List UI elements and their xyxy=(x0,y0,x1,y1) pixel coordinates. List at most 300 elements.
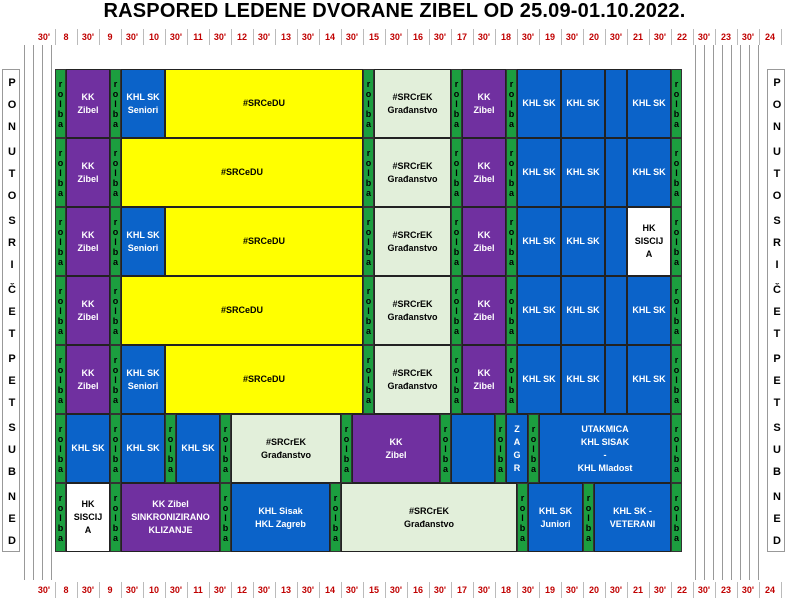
time-label: 17 xyxy=(456,32,467,42)
rolba-letter: b xyxy=(673,384,680,395)
rolba-letter: r xyxy=(113,216,118,227)
rolba-letter: a xyxy=(167,463,173,474)
rolba-letter: r xyxy=(58,78,63,89)
rolba-letter: l xyxy=(587,512,590,523)
rolba-letter: o xyxy=(673,433,680,444)
rolba-letter: l xyxy=(675,443,678,454)
srcedu-block: #SRCeDU xyxy=(165,345,363,414)
khl-sk-seniori-block: KHL SK Seniori xyxy=(121,69,165,138)
rolba-letter: l xyxy=(455,305,458,316)
srcrek-block: #SRCrEK Građanstvo xyxy=(231,414,341,483)
rolba-letter: a xyxy=(332,532,338,543)
time-label: 30' xyxy=(609,585,623,595)
rolba-letter: o xyxy=(112,433,119,444)
rolba-letter: r xyxy=(113,78,118,89)
rolba-letter: b xyxy=(112,384,119,395)
rolba-letter: a xyxy=(57,118,63,129)
rolba-cell xyxy=(55,138,66,207)
time-label: 21 xyxy=(632,585,643,595)
rolba-letter: b xyxy=(508,246,515,257)
rolba-letter: b xyxy=(222,522,229,533)
day-label-letter: E xyxy=(773,513,781,525)
rolba-cell xyxy=(671,345,682,414)
kk-zibel-block: KK Zibel xyxy=(462,276,506,345)
rolba-letter: b xyxy=(508,384,515,395)
kk-zibel-block: KK Zibel xyxy=(462,69,506,138)
day-label-letter: P xyxy=(773,77,781,89)
rolba-letter: a xyxy=(673,118,679,129)
time-label: 16 xyxy=(412,585,423,595)
rolba-letter: a xyxy=(365,325,371,336)
rolba-letter: b xyxy=(57,522,64,533)
rolba-cell xyxy=(363,69,374,138)
rolba-letter: b xyxy=(57,177,64,188)
rolba-letter: l xyxy=(367,236,370,247)
khl-sk-block: KHL SK xyxy=(627,138,671,207)
rolba-letter: l xyxy=(675,167,678,178)
rolba-letter: b xyxy=(673,108,680,119)
rolba-letter: a xyxy=(112,325,118,336)
grid-line xyxy=(731,45,732,580)
rolba-letter: o xyxy=(508,364,515,375)
rolba-letter: l xyxy=(59,374,62,385)
rolba-letter: r xyxy=(454,78,459,89)
time-label: 22 xyxy=(676,585,687,595)
srcrek-block: #SRCrEK Građanstvo xyxy=(374,138,451,207)
time-label: 20 xyxy=(588,32,599,42)
time-label: 30' xyxy=(37,32,51,42)
time-label: 30' xyxy=(169,32,183,42)
time-label: 21 xyxy=(632,32,643,42)
grid-line xyxy=(781,582,782,598)
rolba-letter: a xyxy=(343,463,349,474)
rolba-letter: b xyxy=(112,453,119,464)
time-label: 30' xyxy=(653,585,667,595)
time-label: 11 xyxy=(193,32,203,42)
srcrek-block: #SRCrEK Građanstvo xyxy=(374,207,451,276)
time-label: 30' xyxy=(521,585,535,595)
rolba-letter: b xyxy=(365,315,372,326)
rolba-letter: r xyxy=(113,423,118,434)
time-label: 30' xyxy=(697,585,711,595)
rolba-letter: o xyxy=(112,226,119,237)
rolba-letter: l xyxy=(444,443,447,454)
rolba-cell xyxy=(110,276,121,345)
rolba-letter: b xyxy=(673,453,680,464)
rolba-cell xyxy=(506,207,517,276)
rolba-letter: o xyxy=(112,88,119,99)
rolba-letter: r xyxy=(520,492,525,503)
rolba-letter: b xyxy=(365,177,372,188)
rolba-letter: l xyxy=(114,305,117,316)
srcedu-block: #SRCeDU xyxy=(121,276,363,345)
rolba-letter: r xyxy=(674,423,679,434)
srcrek-block: #SRCrEK Građanstvo xyxy=(374,345,451,414)
kk-zibel-block: KK Zibel xyxy=(66,345,110,414)
rolba-letter: a xyxy=(453,118,459,129)
day-label-letter: U xyxy=(8,444,16,456)
day-label-letter: N xyxy=(8,121,16,133)
rolba-letter: a xyxy=(365,187,371,198)
srcrek-block: #SRCrEK Građanstvo xyxy=(341,483,517,552)
time-label: 15 xyxy=(368,585,379,595)
time-label: 30' xyxy=(301,32,315,42)
rolba-letter: o xyxy=(57,295,64,306)
rolba-letter: l xyxy=(334,512,337,523)
rolba-letter: a xyxy=(673,394,679,405)
time-label: 9 xyxy=(107,32,113,42)
rolba-letter: l xyxy=(114,443,117,454)
rolba-cell xyxy=(363,345,374,414)
rolba-letter: l xyxy=(675,374,678,385)
time-label: 30' xyxy=(81,32,95,42)
time-label: 30' xyxy=(565,585,579,595)
rolba-letter: b xyxy=(442,453,449,464)
rolba-letter: l xyxy=(367,98,370,109)
rolba-letter: a xyxy=(57,256,63,267)
rolba-letter: b xyxy=(112,246,119,257)
rolba-letter: r xyxy=(366,285,371,296)
rolba-letter: o xyxy=(332,502,339,513)
khl-sisak-zagreb-block: KHL Sisak HKL Zagreb xyxy=(231,483,330,552)
rolba-letter: b xyxy=(453,246,460,257)
rolba-cell xyxy=(220,414,231,483)
rolba-letter: l xyxy=(59,305,62,316)
rolba-letter: o xyxy=(673,502,680,513)
rolba-letter: r xyxy=(333,492,338,503)
rolba-letter: l xyxy=(675,512,678,523)
rolba-letter: r xyxy=(498,423,503,434)
day-label-letter: O xyxy=(772,190,782,202)
time-label: 13 xyxy=(280,585,291,595)
rolba-cell xyxy=(55,69,66,138)
rolba-cell xyxy=(671,276,682,345)
rolba-letter: l xyxy=(114,98,117,109)
rolba-letter: r xyxy=(223,423,228,434)
khl-sk-block: KHL SK xyxy=(561,345,605,414)
rolba-letter: b xyxy=(343,453,350,464)
rolba-letter: a xyxy=(112,532,118,543)
time-label: 11 xyxy=(193,585,203,595)
rolba-letter: l xyxy=(59,512,62,523)
time-label: 30' xyxy=(345,585,359,595)
time-label: 14 xyxy=(324,32,335,42)
time-label: 15 xyxy=(368,32,379,42)
rolba-cell xyxy=(341,414,352,483)
rolba-letter: o xyxy=(365,364,372,375)
rolba-letter: o xyxy=(585,502,592,513)
rolba-letter: o xyxy=(365,295,372,306)
time-label: 30' xyxy=(389,32,403,42)
time-label: 30' xyxy=(257,32,271,42)
time-label: 30' xyxy=(477,32,491,42)
kk-zibel-block: KK Zibel xyxy=(66,207,110,276)
time-label: 19 xyxy=(544,585,555,595)
rolba-letter: a xyxy=(112,118,118,129)
rolba-letter: b xyxy=(167,453,174,464)
day-label-letter: N xyxy=(8,491,16,503)
time-label: 30' xyxy=(433,32,447,42)
rolba-letter: r xyxy=(586,492,591,503)
khl-sk-seniori-block: KHL SK Seniori xyxy=(121,207,165,276)
khl-sk-seniori-block: KHL SK Seniori xyxy=(121,345,165,414)
rolba-letter: l xyxy=(675,236,678,247)
khl-sk-juniori-block: KHL SK Juniori xyxy=(528,483,583,552)
rolba-cell xyxy=(55,483,66,552)
khl-sk-block xyxy=(605,138,627,207)
time-label: 13 xyxy=(280,32,291,42)
time-label: 24 xyxy=(764,32,775,42)
rolba-letter: b xyxy=(453,177,460,188)
rolba-cell xyxy=(528,414,539,483)
rolba-letter: a xyxy=(530,463,536,474)
time-label: 30' xyxy=(81,585,95,595)
time-label: 30' xyxy=(521,32,535,42)
time-label: 10 xyxy=(148,585,159,595)
rolba-letter: b xyxy=(453,315,460,326)
kk-zibel-sinkro-block: KK Zibel SINKRONIZIRANO KLIZANJE xyxy=(121,483,220,552)
rolba-letter: b xyxy=(112,177,119,188)
rolba-letter: l xyxy=(455,374,458,385)
rolba-letter: r xyxy=(509,147,514,158)
time-label: 30' xyxy=(565,32,579,42)
rolba-letter: r xyxy=(58,492,63,503)
srcedu-block: #SRCeDU xyxy=(121,138,363,207)
rolba-letter: o xyxy=(453,364,460,375)
kk-zibel-block: KK Zibel xyxy=(66,138,110,207)
rolba-cell xyxy=(55,207,66,276)
khl-sk-block xyxy=(451,414,495,483)
rolba-cell xyxy=(220,483,231,552)
day-label-letter: B xyxy=(8,466,16,478)
time-label: 8 xyxy=(63,32,69,42)
grid-line xyxy=(704,45,705,580)
rolba-letter: l xyxy=(224,512,227,523)
time-label: 30' xyxy=(609,32,623,42)
time-label: 14 xyxy=(324,585,335,595)
rolba-letter: r xyxy=(531,423,536,434)
khl-sk-block: KHL SK xyxy=(517,207,561,276)
rolba-letter: r xyxy=(366,216,371,227)
rolba-letter: o xyxy=(57,502,64,513)
khl-sk-block: KHL SK xyxy=(176,414,220,483)
rolba-letter: a xyxy=(673,325,679,336)
rolba-letter: r xyxy=(366,78,371,89)
rolba-letter: l xyxy=(675,98,678,109)
rolba-cell xyxy=(363,207,374,276)
khl-sk-block: KHL SK xyxy=(66,414,110,483)
rolba-letter: a xyxy=(519,532,525,543)
rolba-letter: o xyxy=(673,157,680,168)
rolba-letter: l xyxy=(499,443,502,454)
khl-sk-block: KHL SK xyxy=(517,138,561,207)
rolba-letter: b xyxy=(508,315,515,326)
rolba-letter: r xyxy=(454,147,459,158)
rolba-letter: l xyxy=(59,98,62,109)
rolba-letter: l xyxy=(532,443,535,454)
rolba-letter: a xyxy=(508,325,514,336)
rolba-letter: o xyxy=(112,502,119,513)
rolba-cell xyxy=(495,414,506,483)
rolba-cell xyxy=(671,414,682,483)
time-label: 30' xyxy=(389,585,403,595)
rolba-letter: r xyxy=(113,285,118,296)
time-label: 30' xyxy=(213,585,227,595)
day-label-letter: I xyxy=(10,259,14,271)
rolba-cell xyxy=(165,414,176,483)
rolba-letter: l xyxy=(510,167,513,178)
rolba-letter: r xyxy=(113,492,118,503)
khl-sk-block xyxy=(605,345,627,414)
time-label: 30' xyxy=(125,585,139,595)
rolba-letter: r xyxy=(454,216,459,227)
time-label: 23 xyxy=(720,32,731,42)
rolba-letter: a xyxy=(57,532,63,543)
khl-sk-block: KHL SK xyxy=(627,345,671,414)
rolba-letter: l xyxy=(114,512,117,523)
rolba-letter: l xyxy=(367,374,370,385)
rolba-letter: r xyxy=(674,78,679,89)
rolba-letter: b xyxy=(365,108,372,119)
day-label-letter: O xyxy=(7,190,17,202)
rolba-letter: l xyxy=(675,305,678,316)
rolba-letter: r xyxy=(344,423,349,434)
rolba-letter: r xyxy=(674,492,679,503)
rolba-letter: b xyxy=(112,315,119,326)
khl-sk-block: KHL SK xyxy=(561,276,605,345)
kk-zibel-block: KK Zibel xyxy=(462,138,506,207)
rolba-cell xyxy=(506,138,517,207)
rolba-letter: l xyxy=(455,98,458,109)
rolba-letter: a xyxy=(585,532,591,543)
rolba-letter: o xyxy=(222,502,229,513)
rolba-letter: r xyxy=(674,285,679,296)
day-label-letter: S xyxy=(8,215,16,227)
rolba-letter: a xyxy=(453,394,459,405)
day-label-letter: S xyxy=(8,422,16,434)
day-label-letter: T xyxy=(8,168,16,180)
time-label: 9 xyxy=(107,585,113,595)
rolba-letter: o xyxy=(112,157,119,168)
time-label: 30' xyxy=(653,32,667,42)
rolba-letter: a xyxy=(112,394,118,405)
day-label-letter: E xyxy=(8,513,16,525)
zagr-block: Z A G R xyxy=(506,414,528,483)
rolba-letter: l xyxy=(521,512,524,523)
kk-zibel-block: KK Zibel xyxy=(462,207,506,276)
grid-line xyxy=(713,45,714,580)
rolba-letter: a xyxy=(453,325,459,336)
day-label-letter: I xyxy=(775,259,779,271)
kk-zibel-block: KK Zibel xyxy=(66,69,110,138)
rolba-cell xyxy=(330,483,341,552)
day-label-letter: T xyxy=(8,397,16,409)
rolba-letter: r xyxy=(58,423,63,434)
rolba-letter: a xyxy=(365,118,371,129)
rolba-letter: o xyxy=(112,364,119,375)
rolba-letter: b xyxy=(57,384,64,395)
kk-zibel-block: KK Zibel xyxy=(462,345,506,414)
khl-sk-block: KHL SK xyxy=(121,414,165,483)
day-label-letter: D xyxy=(773,535,781,547)
rolba-letter: r xyxy=(509,354,514,365)
rolba-cell xyxy=(671,69,682,138)
rolba-letter: a xyxy=(222,463,228,474)
time-label: 17 xyxy=(456,585,467,595)
time-label: 10 xyxy=(148,32,159,42)
rolba-letter: o xyxy=(453,88,460,99)
day-label-letter: E xyxy=(773,306,781,318)
rolba-letter: b xyxy=(222,453,229,464)
time-label: 30' xyxy=(433,585,447,595)
rolba-cell xyxy=(110,414,121,483)
rolba-letter: o xyxy=(530,433,537,444)
rolba-letter: r xyxy=(509,78,514,89)
time-label: 30' xyxy=(345,32,359,42)
rolba-letter: a xyxy=(453,256,459,267)
rolba-letter: a xyxy=(508,256,514,267)
kk-zibel-block: KK Zibel xyxy=(66,276,110,345)
rolba-letter: o xyxy=(673,226,680,237)
khl-sk-block: KHL SK xyxy=(561,207,605,276)
khl-sk-block xyxy=(605,276,627,345)
rolba-letter: b xyxy=(453,108,460,119)
rolba-letter: b xyxy=(57,108,64,119)
time-label: 18 xyxy=(500,32,511,42)
rolba-letter: b xyxy=(508,177,515,188)
rolba-letter: b xyxy=(365,384,372,395)
grid-line xyxy=(51,45,52,580)
khl-sk-block: KHL SK xyxy=(517,345,561,414)
time-label: 30' xyxy=(741,585,755,595)
rolba-letter: l xyxy=(455,236,458,247)
day-label-letter: U xyxy=(8,146,16,158)
rolba-letter: o xyxy=(222,433,229,444)
khl-sk-block: KHL SK xyxy=(627,276,671,345)
day-label-letter: E xyxy=(8,375,16,387)
khl-sk-block xyxy=(605,207,627,276)
rolba-letter: o xyxy=(57,226,64,237)
day-label-letter: P xyxy=(8,77,16,89)
rolba-letter: r xyxy=(58,147,63,158)
kk-zibel-block: KK Zibel xyxy=(352,414,440,483)
day-label-letter: U xyxy=(773,444,781,456)
day-label-letter: T xyxy=(773,168,781,180)
rolba-letter: l xyxy=(59,443,62,454)
grid-line xyxy=(749,45,750,580)
rolba-cell xyxy=(506,345,517,414)
grid-line xyxy=(42,45,43,580)
rolba-letter: b xyxy=(530,453,537,464)
rolba-cell xyxy=(506,276,517,345)
time-label: 30' xyxy=(169,585,183,595)
rolba-cell xyxy=(671,207,682,276)
rolba-letter: l xyxy=(345,443,348,454)
rolba-letter: o xyxy=(673,295,680,306)
rolba-letter: l xyxy=(59,167,62,178)
hk-siscija-block: HK SISCIJ A xyxy=(627,207,671,276)
day-label-letter: R xyxy=(8,237,16,249)
rolba-letter: l xyxy=(510,236,513,247)
rolba-cell xyxy=(55,414,66,483)
day-label-letter: Č xyxy=(8,284,16,296)
rolba-letter: b xyxy=(453,384,460,395)
rolba-letter: r xyxy=(58,216,63,227)
day-label-letter: T xyxy=(773,328,781,340)
grid-line xyxy=(722,45,723,580)
rolba-letter: b xyxy=(673,522,680,533)
rolba-letter: r xyxy=(454,285,459,296)
